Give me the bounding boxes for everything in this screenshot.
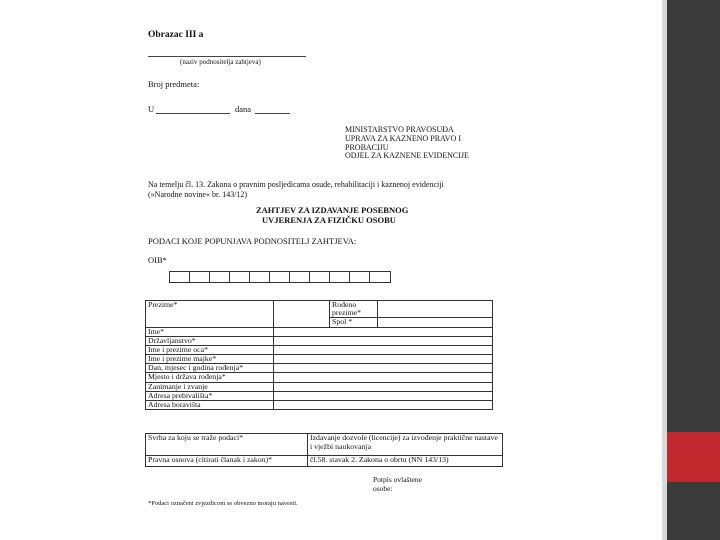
signature-label: osobe: xyxy=(373,483,393,493)
oib-digit-cell[interactable] xyxy=(350,272,370,282)
table-row xyxy=(146,373,493,382)
legal-basis-line: Na temelju čl. 13. Zakona o pravnim posljedicama osude, rehabilitaciji i kaznenoj evidenciji xyxy=(148,180,444,189)
oib-digit-cell[interactable] xyxy=(230,272,250,282)
oib-digit-cell[interactable] xyxy=(290,272,310,282)
row-label: Mjesto i država rođenja* xyxy=(146,373,274,382)
row-value[interactable] xyxy=(274,327,493,336)
personal-data-table xyxy=(145,300,493,410)
oib-digit-cell[interactable] xyxy=(310,272,330,282)
oib-digit-cell[interactable] xyxy=(330,272,350,282)
ministry-line: UPRAVA ZA KAZNENO PRAVO I xyxy=(345,133,462,143)
row-value[interactable] xyxy=(274,401,493,410)
oib-digit-cell[interactable] xyxy=(170,272,190,282)
applicant-name-caption: (naziv podnositelja zahtjeva) xyxy=(180,58,261,66)
table-row xyxy=(146,382,493,391)
signature-label: Potpis ovlaštene xyxy=(373,475,422,484)
table-row xyxy=(146,401,493,410)
legal-ground-label: Pravna osnova (citirati članak i zakon)* xyxy=(146,456,308,467)
title-line: UVJERENJA ZA FIZIČKU OSOBU xyxy=(262,214,396,225)
sex-label: Spol * xyxy=(330,318,378,327)
date-line xyxy=(255,113,290,114)
row-label: Dan, mjesec i godina rođenja* xyxy=(146,364,274,373)
purpose-table xyxy=(145,433,503,467)
form-title xyxy=(256,206,408,226)
case-number-label: Broj predmeta: xyxy=(148,79,200,89)
row-value[interactable] xyxy=(274,373,493,382)
legal-ground-value[interactable]: čl.58. stavak 2. Zakona o obrtu (NN 143/13) xyxy=(308,456,503,467)
maiden-surname-value[interactable] xyxy=(378,301,493,318)
row-value[interactable] xyxy=(274,345,493,354)
form-document xyxy=(140,20,520,520)
table-row xyxy=(146,301,493,318)
row-label: Ime* xyxy=(146,327,274,336)
surname-label: Prezime* xyxy=(146,301,274,328)
oib-digit-cell[interactable] xyxy=(250,272,270,282)
ministry-address xyxy=(345,126,469,161)
oib-digit-cell[interactable] xyxy=(210,272,230,282)
ministry-line: MINISTARSTVO PRAVOSUĐA xyxy=(345,125,454,134)
oib-digit-cell[interactable] xyxy=(190,272,210,282)
row-value[interactable] xyxy=(274,391,493,400)
ministry-line: PROBACIJU xyxy=(345,142,389,152)
oib-digit-cell[interactable] xyxy=(370,272,390,282)
title-line: ZAHTJEV ZA IZDAVANJE POSEBNOG xyxy=(256,205,409,215)
oib-grid[interactable] xyxy=(169,271,391,283)
form-label: Obrazac III a xyxy=(148,30,204,40)
legal-basis xyxy=(148,180,444,199)
table-row xyxy=(146,434,503,456)
row-label: Zanimanje i zvanje xyxy=(146,382,274,391)
legal-basis-line: (»Narodne novine« br. 143/12) xyxy=(148,189,248,199)
row-value[interactable] xyxy=(274,382,493,391)
maiden-surname-label: Rođeno prezime* xyxy=(330,301,378,318)
row-value[interactable] xyxy=(274,336,493,345)
oib-digit-cell[interactable] xyxy=(270,272,290,282)
ministry-line: ODJEL ZA KAZNENE EVIDENCIJE xyxy=(345,151,469,161)
section-heading: PODACI KOJE POPUNJAVA PODNOSITELJ ZAHTJEVA: xyxy=(148,236,357,246)
surname-value[interactable] xyxy=(274,301,330,328)
row-label: Ime i prezime oca* xyxy=(146,345,274,354)
place-line xyxy=(156,113,230,114)
row-value[interactable] xyxy=(274,364,493,373)
row-label: Državljanstvo* xyxy=(146,336,274,345)
purpose-label: Svrha za koju se traže podaci* xyxy=(146,434,308,456)
footnote: *Podaci označeni zvjezdicom se obvezno moraju navesti. xyxy=(148,500,298,507)
purpose-value[interactable]: Izdavanje dozvole (licencije) za izvođenje praktične nastave i vježbi naukovanja xyxy=(308,434,503,456)
table-row xyxy=(146,327,493,336)
date-word: dana xyxy=(235,104,252,114)
applicant-name-line xyxy=(148,56,306,57)
oib-label: OIB* xyxy=(148,255,167,265)
row-label: Adresa prebivališta* xyxy=(146,391,274,400)
sex-value[interactable] xyxy=(378,318,493,327)
place-prefix: U xyxy=(148,104,155,114)
row-value[interactable] xyxy=(274,355,493,364)
row-label: Adresa boravišta xyxy=(146,401,274,410)
sidebar-accent-block xyxy=(667,432,720,482)
signature-block xyxy=(373,476,422,493)
row-label: Ime i prezime majke* xyxy=(146,355,274,364)
table-row xyxy=(146,456,503,467)
